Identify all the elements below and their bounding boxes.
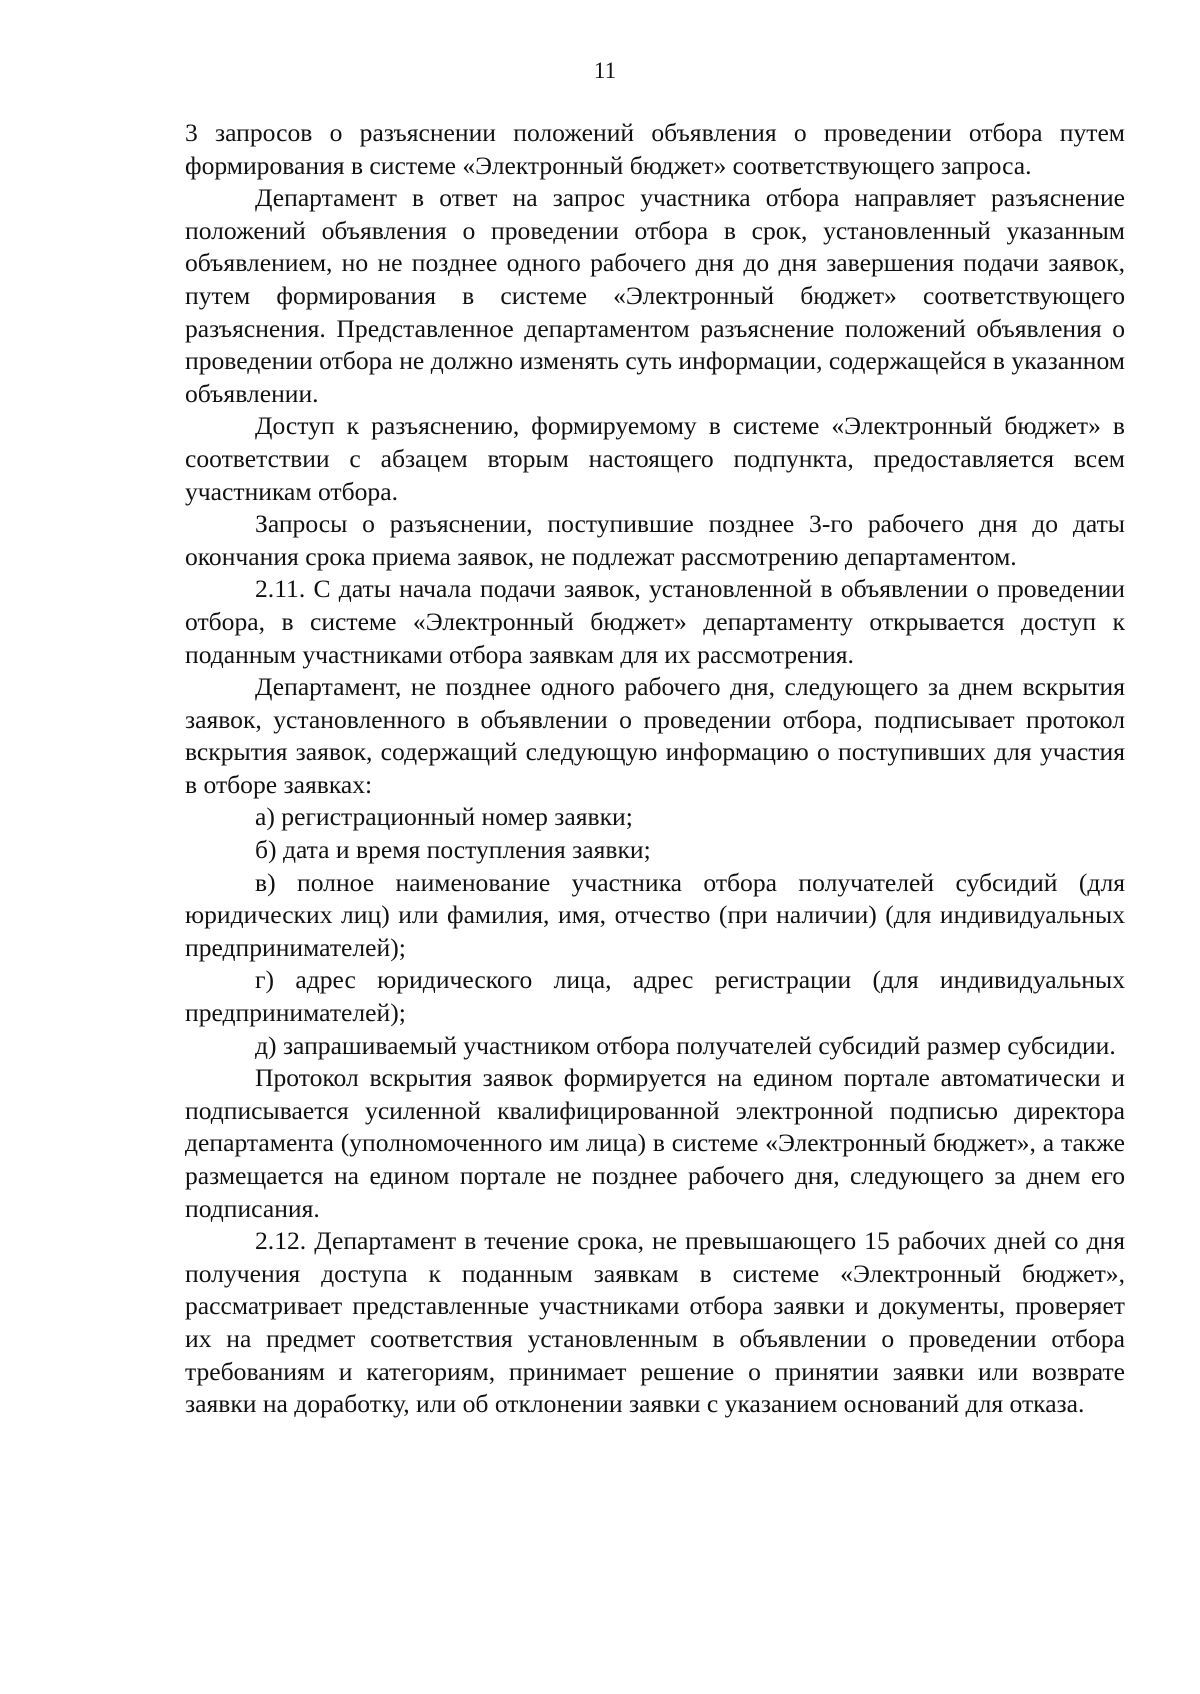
document-body <box>185 117 1125 1421</box>
paragraph-continuation: 3 запросов о разъяснении положений объявления о проведении отбора путем формирования в системе «Электронный бюджет» соответствующего запроса. <box>185 118 1125 180</box>
list-item-a: а) регистрационный номер заявки; <box>255 802 633 832</box>
list-item-g: г) адрес юридического лица, адрес регистрации (для индивидуальных предпринимателей); <box>185 965 1125 1028</box>
paragraph-section-2-11: 2.11. С даты начала подачи заявок, установленной в объявлении о проведении отбора, в системе «Электронный бюджет» департаменту открывается доступ к поданным участниками отбора заявкам для их рассмотрения. <box>185 574 1125 669</box>
list-item-d: д) запрашиваемый участником отбора получателей субсидий размер субсидии. <box>255 1030 1116 1060</box>
paragraph-late-requests: Запросы о разъяснении, поступившие позднее 3-го рабочего дня до даты окончания срока приема заявок, не подлежат рассмотрению департаментом. <box>185 509 1125 571</box>
list-item-b: б) дата и время поступления заявки; <box>255 835 651 865</box>
paragraph-section-2-12: 2.12. Департамент в течение срока, не превышающего 15 рабочих дней со дня получения доступа к поданным заявкам в системе «Электронный бюджет», рассматривает представленные участниками отбора заявки и документы, проверяет их на предмет соответствия установленным в объявлении о проведении отбора требованиям и категориям, принимает решение о принятии заявки или возврате заявки на доработку, или об отклонении заявки с указанием оснований для отказа. <box>185 1226 1125 1419</box>
list-item-v: в) полное наименование участника отбора получателей субсидий (для юридических лиц) или фамилия, имя, отчество (при наличии) (для индивидуальных предпринимателей); <box>185 867 1125 962</box>
page-number: 11 <box>593 58 617 83</box>
paragraph-protocol-signing: Департамент, не позднее одного рабочего дня, следующего за днем вскрытия заявок, установленного в объявлении о проведении отбора, подписывает протокол вскрытия заявок, содержащий следующую информацию о поступивших для участия в отборе заявках: <box>185 672 1125 799</box>
paragraph-response: Департамент в ответ на запрос участника отбора направляет разъяснение положений объявления о проведении отбора в срок, установленный указанным объявлением, но не позднее одного рабочего дня до дня завершения подачи заявок, путем формирования в системе «Электронный бюджет» соответствующего разъяснения. Представленное департаментом разъяснение положений объявления о проведении отбора не должно изменять суть информации, содержащейся в указанном объявлении. <box>185 183 1125 408</box>
paragraph-access: Доступ к разъяснению, формируемому в системе «Электронный бюджет» в соответствии с абзацем вторым настоящего подпункта, предоставляется всем участникам отбора. <box>185 411 1125 506</box>
paragraph-protocol-formation: Протокол вскрытия заявок формируется на едином портале автоматически и подписывается усиленной квалифицированной электронной подписью директора департамента (уполномоченного им лица) в системе «Электронный бюджет», а также размещается на едином портале не позднее рабочего дня, следующего за днем его подписания. <box>185 1063 1125 1223</box>
